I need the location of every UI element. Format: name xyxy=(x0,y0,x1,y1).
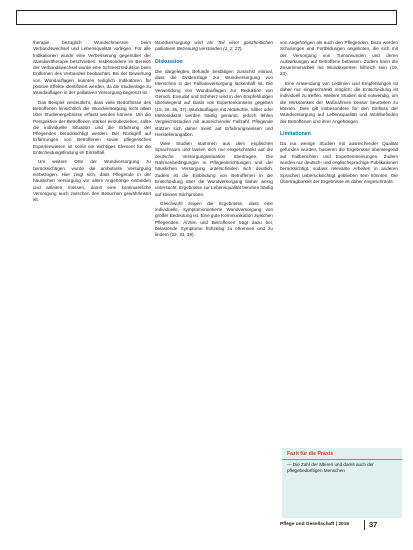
body-paragraph: von Angehörigen als auch den Pflegenden. Dazu werden Schulungen und Fortbildungen angeboten, die sich mit der Versorgung von Tumorwunden und deren Auswirkungen auf Betroffene befassen. Zudem kann die Zusammenarbeit mit Wundexperten hilfreich sein (19, 23). xyxy=(280,40,398,77)
header-frame xyxy=(16,10,397,25)
page-number: 37 xyxy=(369,520,378,529)
body-paragraph: Da nur wenige Studien mit ausreichender Qualität gefunden wurden, basieren die Ergebnisse überwiegend auf Fallberichten und Expertenmeinungen. Zudem wurden nur deutsch- und englischsprachige Publikationen berücksichtigt, sodass relevante Arbeiten in anderen Sprachen unberücksichtigt geblieben sein könnten. Die Übertragbarkeit der Ergebnisse ist daher eingeschränkt. xyxy=(280,141,398,184)
text-column-left xyxy=(33,40,151,206)
journal-footer: Pflege und Gesellschaft | 2015 xyxy=(280,522,350,527)
section-heading-limitations: Limitationen xyxy=(280,130,311,137)
body-paragraph: Viele Studien stammen aus dem englischen Sprachraum und lassen sich nur eingeschränkt auf die deutsche Versorgungssituation übertragen. Die Rahmenbedingungen in Pflegeeinrichtungen und der häuslichen Versorgung unterscheiden sich deutlich. Zudem ist die Einbindung von Betroffenen in die Entscheidung über die Wundversorgung bisher wenig untersucht. Ergebnisse zur Lebensqualität beruhen häufig auf kleinen Stichproben. xyxy=(155,141,273,197)
body-paragraph: Wundversorgung wird als Teil einer ganzheitlichen palliativen Betreuung verstanden (1, 2, 27). xyxy=(155,40,273,52)
body-paragraph: Gleichwohl zeigen die Ergebnisse, dass eine individuelle, symptomorientierte Wundversorgung von großer Bedeutung ist. Eine gute Kommunikation zwischen Pflegenden, Ärzten und Betroffenen trägt dazu bei, belastende Symptome frühzeitig zu erkennen und zu lindern (22, 31, 38). xyxy=(155,200,273,238)
practice-box-title: Fazit für die Praxis xyxy=(287,451,334,457)
text-column-right xyxy=(280,40,398,188)
footer-divider xyxy=(364,520,365,530)
body-paragraph: Eine Anwendung von Leitlinien und Empfehlungen ist daher nur eingeschränkt möglich; die Entscheidung ist individuell zu treffen. Weitere Studien sind notwendig, um die Wirksamkeit der Maßnahmen besser beurteilen zu können. Dies gilt insbesondere für den Einfluss der Wundversorgung auf Lebensqualität und Wohlbefinden der Betroffenen und ihrer Angehörigen. xyxy=(280,80,398,124)
practice-box-text: — Die Zahl der älteren und damit auch der pflegebedürftigen Menschen xyxy=(287,462,374,474)
body-paragraph: Die dargelegten Befunde bestätigen zunächst einmal, dass die Evidenzlage zur Wundversorgung von Menschen in der Palliativversorgung lückenhaft ist. Die Verwendung von Wundauflagen zur Reduktion von Geruch, Exsudat und Schmerz wird in den Empfehlungen überwiegend auf Basis von Expertenkonsens gegeben (15, 29, 36, 37). Wundauflagen mit Aktivkohle, Silber oder Metronidazol werden häufig genannt, jedoch fehlen Vergleichsstudien mit ausreichender Fallzahl. Pflegende stützen sich daher meist auf Erfahrungswissen und Herstellerangaben. xyxy=(155,68,273,137)
body-paragraph: therapie bezüglich Wundschmerzen beim Verbandswechsel und Lebensqualität vorlegen. Für alle Indikationen wurde eine Verbesserung gegenüber der Standardtherapie beschrieben. Insbesondere im Bereich der Verbandswechsel wurde eine Schmerzreduktion beim Entfernen des Verbandes beobachtet. Bei der Bewertung von Wundauflagen konnten lediglich Indikatoren für positive Effekte identifiziert werden, da die Studienlage zu Wundauflagen in der palliativen Versorgung begrenzt ist. xyxy=(33,40,151,96)
practice-box-divider xyxy=(282,459,402,460)
body-paragraph: Um weitere Orte der Wundversorgung zu berücksichtigen, wurde die ambulante Versorgung einbezogen. Hier zeigt sich, dass Pflegende in der häuslichen Versorgung vor allem Angehörige einbinden und anleiten müssen, damit eine kontinuierliche Versorgung auch zwischen den Besuchen gewährleistet ist. xyxy=(33,159,151,203)
text-column-middle xyxy=(155,40,273,242)
body-paragraph: Das Beispiel verdeutlicht, dass viele Bedürfnisse des Betroffenen hinsichtlich der Wundversorgung nicht allein über Studienergebnisse erfasst werden können. Um die Perspektive der Betroffenen stärker einzubeziehen, sollte die individuelle Situation und die Erfahrung der Pflegenden berücksichtigt werden. Der Rückgriff auf Erfahrungen von Betroffenen sowie pflegerisches Expertenwissen ist somit ein wichtiges Element für die Entscheidungsfindung im Einzelfall. xyxy=(33,99,151,156)
section-heading-discussion: Diskussion xyxy=(155,58,183,65)
